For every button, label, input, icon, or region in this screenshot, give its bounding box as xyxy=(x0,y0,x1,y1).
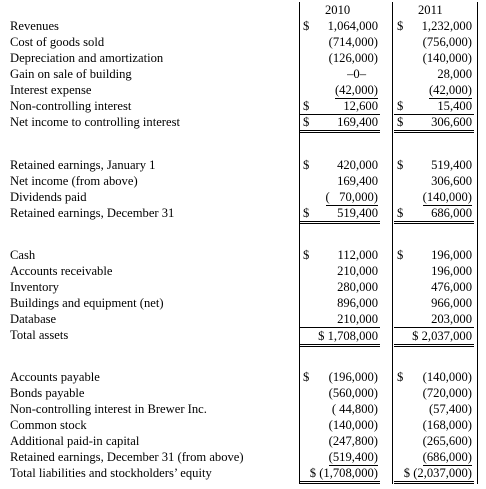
amount: 196,000 xyxy=(431,264,472,278)
row-revenues xyxy=(0,18,486,34)
dollar-sign: $ xyxy=(303,158,310,172)
value-2011 xyxy=(394,417,474,433)
row-bonds-payable xyxy=(0,385,486,401)
row-label: Bonds payable xyxy=(10,386,85,400)
row-label: Total liabilities and stockholders’ equity xyxy=(10,466,212,480)
amount: (720,000) xyxy=(422,386,472,400)
value-2011 xyxy=(394,449,474,465)
row-common-stock xyxy=(0,417,486,433)
amount: 169,400 xyxy=(337,174,378,188)
amount: 203,000 xyxy=(431,312,472,326)
column-headers xyxy=(0,2,486,18)
amount: (714,000) xyxy=(328,35,378,49)
value-2010 xyxy=(300,433,380,449)
row-label: Cash xyxy=(10,248,36,262)
amount: 280,000 xyxy=(337,280,378,294)
row-label: Database xyxy=(10,312,57,326)
amount: ( 70,000) xyxy=(325,190,378,204)
value-2011 xyxy=(394,401,474,417)
dollar-sign: $ xyxy=(397,248,404,262)
amount: (196,000) xyxy=(328,370,378,384)
value-2010 xyxy=(300,50,380,66)
row-interest-expense xyxy=(0,82,486,98)
amount: (168,000) xyxy=(422,418,472,432)
row-depreciation xyxy=(0,50,486,66)
row-net-income-from-above xyxy=(0,173,486,189)
year-header-2011: 2011 xyxy=(418,3,443,17)
value-2011 xyxy=(394,263,474,279)
value-2010 xyxy=(300,173,380,189)
value-2010 xyxy=(300,465,380,484)
value-2010 xyxy=(300,157,380,173)
amount: (560,000) xyxy=(328,386,378,400)
value-2010 xyxy=(300,114,380,133)
value-2011 xyxy=(394,114,474,133)
liabilities-equity-section xyxy=(0,369,486,481)
amount: 12,600 xyxy=(343,99,378,113)
value-2011 xyxy=(394,50,474,66)
amount: (140,000) xyxy=(328,418,378,432)
amount: 28,000 xyxy=(437,67,472,81)
amount: 196,000 xyxy=(431,248,472,262)
dollar-sign: $ xyxy=(397,370,404,384)
amount: –0– xyxy=(347,67,366,81)
amount: $ 1,708,000 xyxy=(318,329,378,343)
row-nci-brewer xyxy=(0,401,486,417)
value-2011 xyxy=(394,66,474,82)
row-inventory xyxy=(0,279,486,295)
amount: $ 2,037,000 xyxy=(412,329,472,343)
amount: (247,800) xyxy=(328,434,378,448)
dollar-sign: $ xyxy=(303,370,310,384)
amount: 112,000 xyxy=(337,248,378,262)
value-2010 xyxy=(300,66,380,82)
value-2011 xyxy=(394,173,474,189)
dollar-sign: $ xyxy=(397,115,404,129)
income-section xyxy=(0,18,486,130)
value-2011 xyxy=(394,157,474,173)
row-buildings-equipment xyxy=(0,295,486,311)
dollar-sign: $ xyxy=(303,115,310,129)
amount: 966,000 xyxy=(431,296,472,310)
value-2010 xyxy=(300,327,380,347)
value-2010 xyxy=(300,369,380,385)
value-2010 xyxy=(300,295,380,311)
value-2010 xyxy=(300,82,380,98)
row-accounts-payable xyxy=(0,369,486,385)
amount: (756,000) xyxy=(422,35,472,49)
dollar-sign: $ xyxy=(303,206,310,220)
amount: $ (1,708,000) xyxy=(309,466,378,480)
value-2011 xyxy=(394,465,474,484)
dollar-sign: $ xyxy=(303,19,310,33)
row-cogs xyxy=(0,34,486,50)
value-2011 xyxy=(394,247,474,263)
year-header-2010: 2010 xyxy=(325,3,351,17)
row-label: Retained earnings, December 31 xyxy=(10,206,175,220)
row-re-january xyxy=(0,157,486,173)
value-2010 xyxy=(300,311,380,327)
amount: 476,000 xyxy=(431,280,472,294)
row-label: Interest expense xyxy=(10,83,92,97)
amount: (265,600) xyxy=(422,434,472,448)
value-2010 xyxy=(300,279,380,295)
value-2011 xyxy=(394,98,474,115)
amount: 519,400 xyxy=(431,158,472,172)
row-label: Accounts receivable xyxy=(10,264,113,278)
amount: (42,000) xyxy=(428,83,472,97)
dollar-sign: $ xyxy=(397,99,404,113)
amount: (686,000) xyxy=(422,450,472,464)
amount: 169,400 xyxy=(337,115,378,129)
dollar-sign: $ xyxy=(303,248,310,262)
row-re-december-from-above xyxy=(0,449,486,465)
value-2011 xyxy=(394,279,474,295)
value-2011 xyxy=(394,82,474,98)
amount: (140,000) xyxy=(422,370,472,384)
value-2010 xyxy=(300,385,380,401)
amount: (140,000) xyxy=(422,51,472,65)
value-2010 xyxy=(300,34,380,50)
row-gain-on-sale xyxy=(0,66,486,82)
row-label: Revenues xyxy=(10,19,59,33)
value-2011 xyxy=(394,433,474,449)
row-label: Common stock xyxy=(10,418,87,432)
row-total-liabilities-equity xyxy=(0,465,486,481)
dollar-sign: $ xyxy=(397,158,404,172)
row-label: Buildings and equipment (net) xyxy=(10,296,164,310)
amount: 1,232,000 xyxy=(421,19,472,33)
value-2010 xyxy=(300,449,380,465)
value-2011 xyxy=(394,327,474,347)
value-2011 xyxy=(394,18,474,34)
amount: 1,064,000 xyxy=(327,19,378,33)
row-label: Cost of goods sold xyxy=(10,35,105,49)
amount: 686,000 xyxy=(431,206,472,220)
row-label: Retained earnings, December 31 (from above) xyxy=(10,450,244,464)
amount: 306,600 xyxy=(431,174,472,188)
row-apic xyxy=(0,433,486,449)
row-label: Retained earnings, January 1 xyxy=(10,158,156,172)
amount: 15,400 xyxy=(437,99,472,113)
row-label: Dividends paid xyxy=(10,190,87,204)
row-label: Net income to controlling interest xyxy=(10,115,180,129)
amount: 519,400 xyxy=(337,206,378,220)
dollar-sign: $ xyxy=(397,206,404,220)
row-label: Non-controlling interest xyxy=(10,99,132,113)
amount: 210,000 xyxy=(337,312,378,326)
amount: (126,000) xyxy=(328,51,378,65)
value-2010 xyxy=(300,247,380,263)
value-2010 xyxy=(300,18,380,34)
row-non-controlling xyxy=(0,98,486,114)
value-2011 xyxy=(394,189,474,205)
value-2011 xyxy=(394,369,474,385)
value-2010 xyxy=(300,401,380,417)
amount: (519,400) xyxy=(328,450,378,464)
amount: (42,000) xyxy=(334,83,378,97)
amount: 306,600 xyxy=(431,115,472,129)
row-label: Total assets xyxy=(10,328,69,342)
value-2011 xyxy=(394,311,474,327)
row-label: Non-controlling interest in Brewer Inc. xyxy=(10,402,207,416)
row-cash xyxy=(0,247,486,263)
amount: 420,000 xyxy=(337,158,378,172)
value-2010 xyxy=(300,98,380,115)
value-2010 xyxy=(300,205,380,224)
row-label: Gain on sale of building xyxy=(10,67,132,81)
row-label: Depreciation and amortization xyxy=(10,51,164,65)
row-label: Additional paid-in capital xyxy=(10,434,140,448)
row-net-income xyxy=(0,114,486,130)
value-2010 xyxy=(300,417,380,433)
assets-section xyxy=(0,247,486,343)
value-2011 xyxy=(394,34,474,50)
amount: $ (2,037,000) xyxy=(403,466,472,480)
amount: (57,400) xyxy=(428,402,472,416)
row-total-assets xyxy=(0,327,486,343)
value-2011 xyxy=(394,205,474,224)
amount: (140,000) xyxy=(422,190,472,204)
retained-earnings-section xyxy=(0,157,486,221)
row-dividends xyxy=(0,189,486,205)
row-label: Net income (from above) xyxy=(10,174,138,188)
row-label: Inventory xyxy=(10,280,59,294)
amount: ( 44,800) xyxy=(331,402,378,416)
row-re-december xyxy=(0,205,486,221)
dollar-sign: $ xyxy=(303,99,310,113)
row-label: Accounts payable xyxy=(10,370,100,384)
row-accounts-receivable xyxy=(0,263,486,279)
dollar-sign: $ xyxy=(397,19,404,33)
row-database xyxy=(0,311,486,327)
value-2010 xyxy=(300,189,380,205)
amount: 896,000 xyxy=(337,296,378,310)
amount: 210,000 xyxy=(337,264,378,278)
value-2011 xyxy=(394,385,474,401)
value-2010 xyxy=(300,263,380,279)
value-2011 xyxy=(394,295,474,311)
